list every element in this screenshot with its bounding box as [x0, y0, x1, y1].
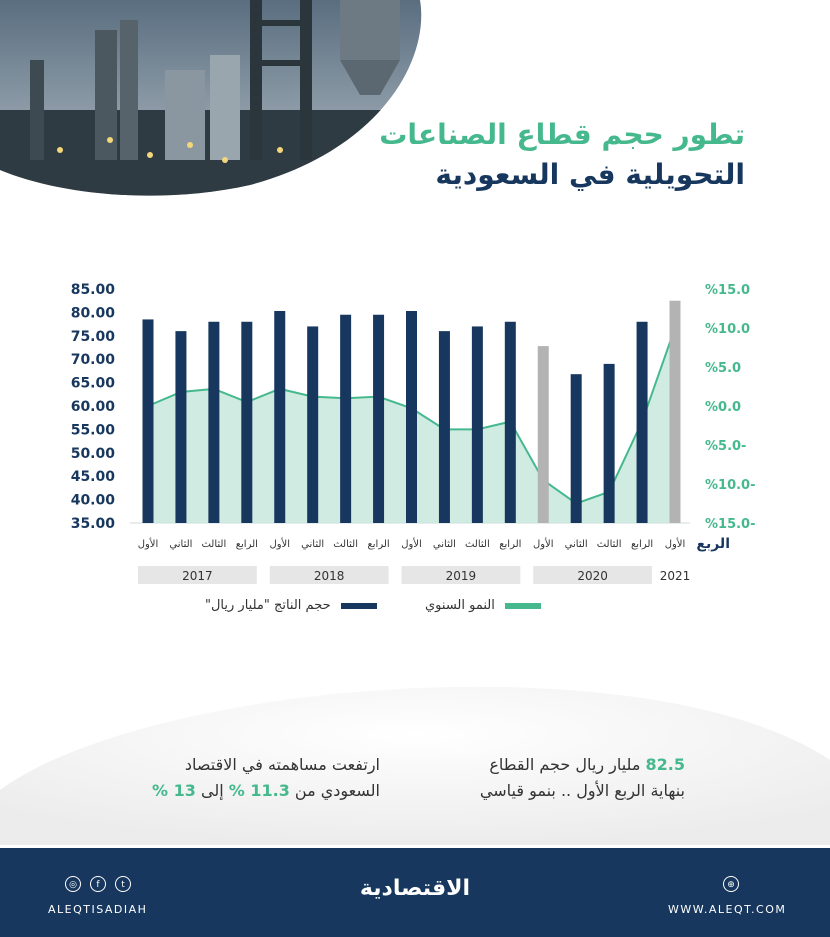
title-line-1: تطور حجم قطاع الصناعات: [379, 118, 745, 151]
stat-output-value: 82.5: [645, 755, 685, 774]
quarter-label: الثالث: [596, 539, 622, 550]
left-tick-label: 60.00: [70, 399, 115, 415]
quarter-label: الرابع: [630, 539, 654, 550]
quarter-label: الأول: [664, 539, 686, 550]
footer-handle: ALEQTISADIAH: [48, 903, 148, 916]
year-label: 2018: [313, 569, 345, 583]
quarter-label: الثاني: [432, 539, 456, 550]
quarter-label: الثالث: [333, 539, 359, 550]
chart: [0, 270, 830, 590]
year-label: 2019: [445, 569, 477, 583]
output-bar: [670, 301, 681, 523]
legend-output-swatch: [341, 603, 377, 609]
stat-output: 82.5 مليار ريال حجم القطاع بنهاية الربع الأول .. بنمو قياسي: [479, 755, 685, 800]
footer: [0, 848, 830, 937]
output-bar: [505, 322, 516, 523]
quarter-label: الأول: [532, 539, 554, 550]
stat-contribution: ارتفعت مساهمته في الاقتصاد السعودي من 11.3 % إلى 13 %: [152, 755, 380, 800]
output-bar: [274, 311, 285, 523]
left-tick-label: 75.00: [70, 328, 115, 345]
left-tick-label: 35.00: [70, 516, 115, 532]
globe-icon[interactable]: ⊕: [723, 876, 739, 892]
output-bar: [472, 326, 483, 523]
quarter-label: الثاني: [564, 539, 588, 550]
quarter-label: الأول: [137, 539, 159, 550]
output-bar: [571, 374, 582, 523]
twitter-icon[interactable]: t: [115, 876, 131, 892]
quarter-label: الرابع: [235, 539, 258, 550]
left-tick-label: 70.00: [70, 352, 115, 369]
left-tick-label: 55.00: [70, 422, 115, 439]
quarter-label: الثالث: [464, 539, 490, 550]
output-bar: [637, 322, 648, 523]
title-line-2: التحويلية في السعودية: [435, 158, 745, 191]
right-tick-label: %10.0-: [705, 478, 756, 493]
output-bar: [373, 315, 384, 523]
year-label: 2021: [659, 569, 691, 583]
bottom-band: [0, 640, 830, 845]
legend-growth: [425, 598, 541, 613]
legend-growth-label: النمو السنوي: [425, 598, 495, 613]
left-tick-label: 80.00: [70, 305, 115, 322]
output-bar: [538, 346, 549, 523]
x-axis-label: الربع: [696, 536, 730, 552]
left-tick-label: 40.00: [70, 492, 115, 509]
legend-growth-swatch: [505, 603, 541, 609]
year-label: 2020: [577, 569, 608, 583]
legend-output-label: حجم الناتج "مليار ريال": [205, 598, 331, 613]
instagram-icon[interactable]: ◎: [65, 876, 81, 892]
quarter-label: الرابع: [499, 539, 522, 550]
quarter-label: الأول: [401, 539, 422, 550]
quarter-label: الثاني: [301, 539, 325, 550]
right-tick-label: %5.0: [705, 361, 742, 376]
left-tick-label: 85.00: [70, 282, 115, 298]
right-tick-label: %0.0: [705, 400, 742, 415]
output-bar: [340, 315, 351, 523]
right-tick-label: %15.0: [705, 283, 751, 298]
output-bar: [406, 311, 417, 523]
facebook-icon[interactable]: f: [90, 876, 106, 892]
output-bar: [439, 331, 450, 523]
right-tick-label: %5.0-: [705, 439, 747, 454]
quarter-label: الأول: [269, 539, 291, 550]
year-label: 2017: [182, 569, 213, 583]
footer-website[interactable]: WWW.ALEQT.COM: [668, 903, 787, 916]
output-bar: [241, 322, 252, 523]
output-bar: [143, 319, 154, 523]
quarter-label: الثاني: [169, 539, 193, 550]
left-tick-label: 50.00: [70, 445, 115, 462]
footer-logo: الاقتصادية: [359, 876, 471, 901]
quarter-label: الثالث: [201, 539, 227, 550]
left-tick-label: 45.00: [70, 469, 115, 486]
right-tick-label: %10.0: [705, 322, 751, 337]
left-tick-label: 65.00: [70, 375, 115, 392]
output-bar: [208, 322, 219, 523]
output-bar: [175, 331, 186, 523]
right-tick-label: %15.0-: [705, 517, 756, 532]
quarter-label: الرابع: [367, 539, 390, 550]
legend-output: [205, 598, 377, 613]
output-bar: [307, 326, 318, 523]
output-bar: [604, 364, 615, 523]
